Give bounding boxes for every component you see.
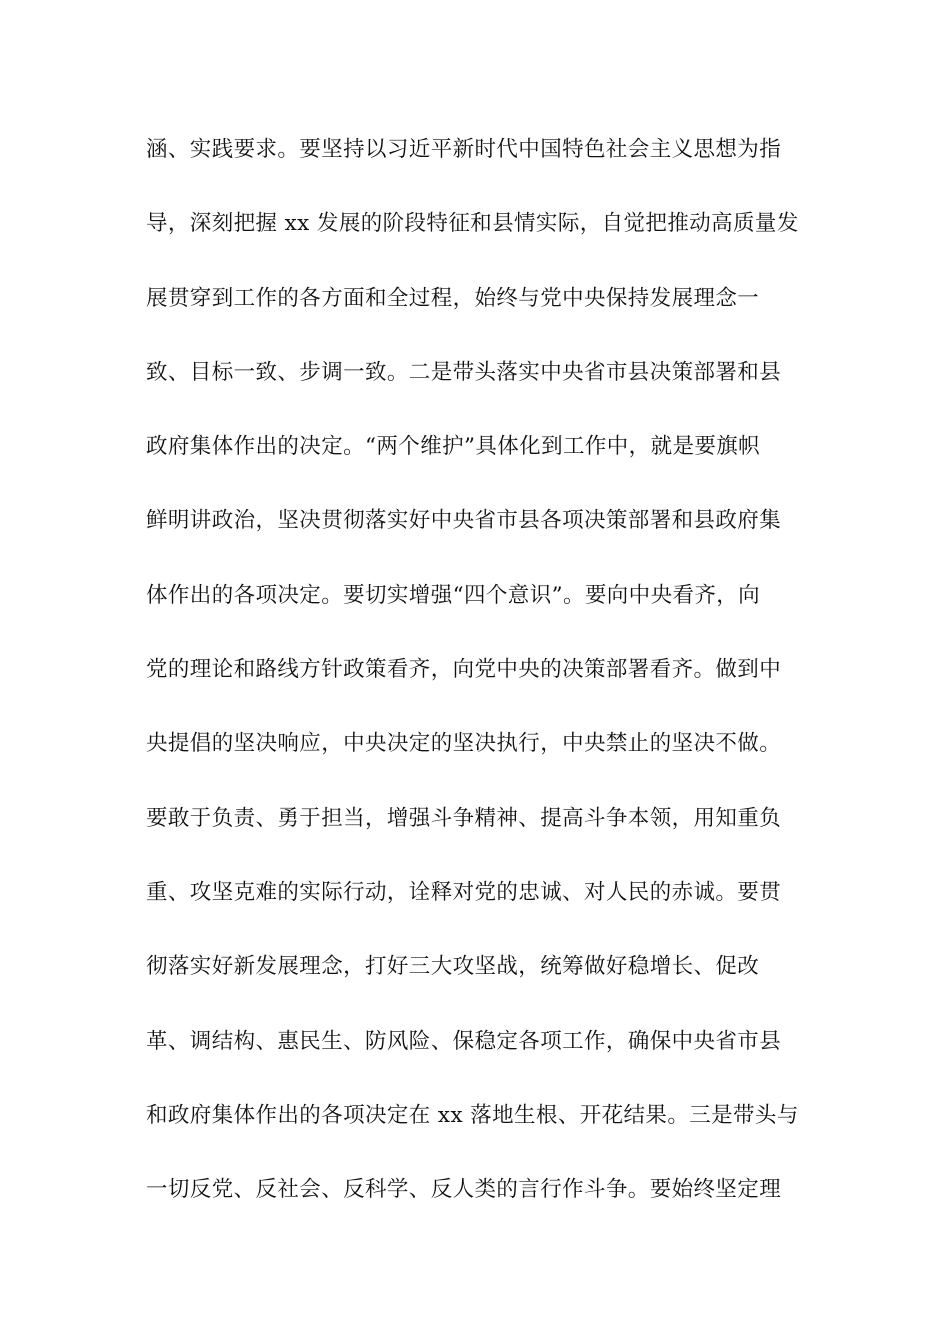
text-line: 革、调结构、惠民生、防风险、保稳定各项工作，确保中央省市县 xyxy=(146,1028,782,1054)
text-line: 和政府集体作出的各项决定在 xx 落地生根、开花结果。三是带头与 xyxy=(146,1102,799,1128)
text-line: 导，深刻把握 xx 发展的阶段特征和县情实际，自觉把推动高质量发 xyxy=(146,211,799,237)
body-text xyxy=(146,130,826,1244)
text-line: 重、攻坚克难的实际行动，诠释对党的忠诚、对人民的赤诚。要贯 xyxy=(146,879,782,905)
text-line: 鲜明讲政治，坚决贯彻落实好中央省市县各项决策部署和县政府集 xyxy=(146,508,782,534)
text-line: 致、目标一致、步调一致。二是带头落实中央省市县决策部署和县 xyxy=(146,359,782,385)
text-line: 展贯穿到工作的各方面和全过程，始终与党中央保持发展理念一 xyxy=(146,285,760,311)
text-line: 要敢于负责、勇于担当，增强斗争精神、提高斗争本领，用知重负 xyxy=(146,805,782,831)
text-line: 一切反党、反社会、反科学、反人类的言行作斗争。要始终坚定理 xyxy=(146,1177,782,1203)
text-line: 党的理论和路线方针政策看齐，向党中央的决策部署看齐。做到中 xyxy=(146,657,782,683)
text-line: 央提倡的坚决响应，中央决定的坚决执行，中央禁止的坚决不做。 xyxy=(146,731,782,757)
text-line: 政府集体作出的决定。“两个维护”具体化到工作中，就是要旗帜 xyxy=(146,434,761,460)
text-line: 体作出的各项决定。要切实增强“四个意识”。要向中央看齐，向 xyxy=(146,582,761,608)
text-line: 彻落实好新发展理念，打好三大攻坚战，统筹做好稳增长、促改 xyxy=(146,954,760,980)
text-line: 涵、实践要求。要坚持以习近平新时代中国特色社会主义思想为指 xyxy=(146,137,782,162)
